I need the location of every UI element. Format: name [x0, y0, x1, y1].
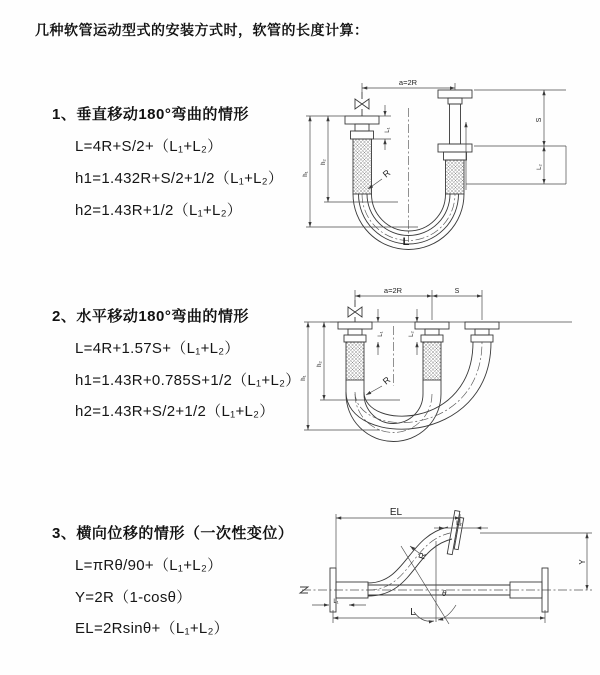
formula-line: h2=1.43R+1/2（L₁+L₂）	[75, 202, 243, 219]
dim-label-length: L	[410, 607, 416, 618]
dim-label-fitting-2: L₂	[537, 164, 543, 170]
formula-line: h1=1.432R+S/2+1/2（L₁+L₂）	[75, 170, 284, 187]
radius-label: R	[380, 374, 393, 387]
dim-label-height-1: h₁	[303, 171, 309, 177]
dim-label-travel: S	[536, 117, 543, 123]
left-fitting	[338, 300, 372, 380]
diagram-vertical-180-bend	[298, 72, 570, 254]
dim-label-height-2: h₂	[317, 361, 323, 367]
dimension-labels	[333, 507, 587, 618]
dim-label-span: a=2R	[383, 286, 403, 295]
dim-label-fitting-2: L₂	[456, 521, 462, 527]
dim-label-span: a=2R	[398, 78, 418, 87]
valve-icon	[355, 99, 369, 109]
right-fitting-two-positions	[438, 90, 472, 194]
page-title: 几种软管运动型式的安装方式时，软管的长度计算：	[35, 22, 369, 38]
braided-hose-leg	[446, 160, 465, 194]
radius-label: R	[416, 551, 429, 561]
middle-fitting	[415, 322, 449, 380]
diagram-lateral-displacement	[296, 506, 598, 656]
dimension-lines	[312, 514, 592, 624]
formula-line: h2=1.43R+S/2+1/2（L₁+L₂）	[75, 403, 275, 420]
braided-hose-leg	[353, 139, 372, 194]
dimension-lines	[306, 83, 566, 227]
braided-hose-leg	[423, 342, 441, 380]
dimension-lines	[304, 290, 482, 430]
right-fitting-moved-position	[465, 322, 499, 342]
formula-line: L=πRθ/90+（L₁+L₂）	[75, 557, 223, 574]
dim-label-fitting-1: L₁	[378, 331, 384, 337]
angle-label: θ	[442, 589, 447, 598]
braided-hose-leg	[346, 342, 364, 380]
dim-label-height-2: h₂	[321, 159, 327, 165]
formula-line: L=4R+1.57S+（L₁+L₂）	[75, 340, 240, 357]
dim-label-fitting-2: L₂	[409, 331, 415, 337]
formula-line: EL=2Rsinθ+（L₁+L₂）	[75, 620, 229, 637]
dimension-labels	[303, 78, 543, 248]
dim-label-travel: S	[454, 288, 460, 295]
valve-icon	[348, 307, 362, 317]
formula-line: h1=1.43R+0.785S+1/2（L₁+L₂）	[75, 372, 301, 389]
section-3-heading: 3、横向位移的情形（一次性变位）	[52, 525, 294, 542]
left-fitting	[345, 92, 379, 194]
formula-line: Y=2R（1-cosθ）	[75, 589, 192, 606]
section-2-heading: 2、水平移动180°弯曲的情形	[52, 308, 249, 325]
formula-line: L=4R+S/2+（L₁+L₂）	[75, 138, 223, 155]
dim-label-offset: Y	[578, 559, 587, 565]
section-1-heading: 1、垂直移动180°弯曲的情形	[52, 106, 249, 123]
length-label: L	[402, 236, 410, 248]
diagram-horizontal-180-bend	[300, 282, 592, 458]
dim-label-fitting-1: L₁	[385, 127, 391, 133]
dim-label-el: EL	[389, 507, 403, 518]
radius-label: R	[380, 167, 393, 180]
dim-label-height-1: h₁	[301, 375, 307, 381]
dim-label-fitting-1: L₁	[333, 599, 339, 605]
